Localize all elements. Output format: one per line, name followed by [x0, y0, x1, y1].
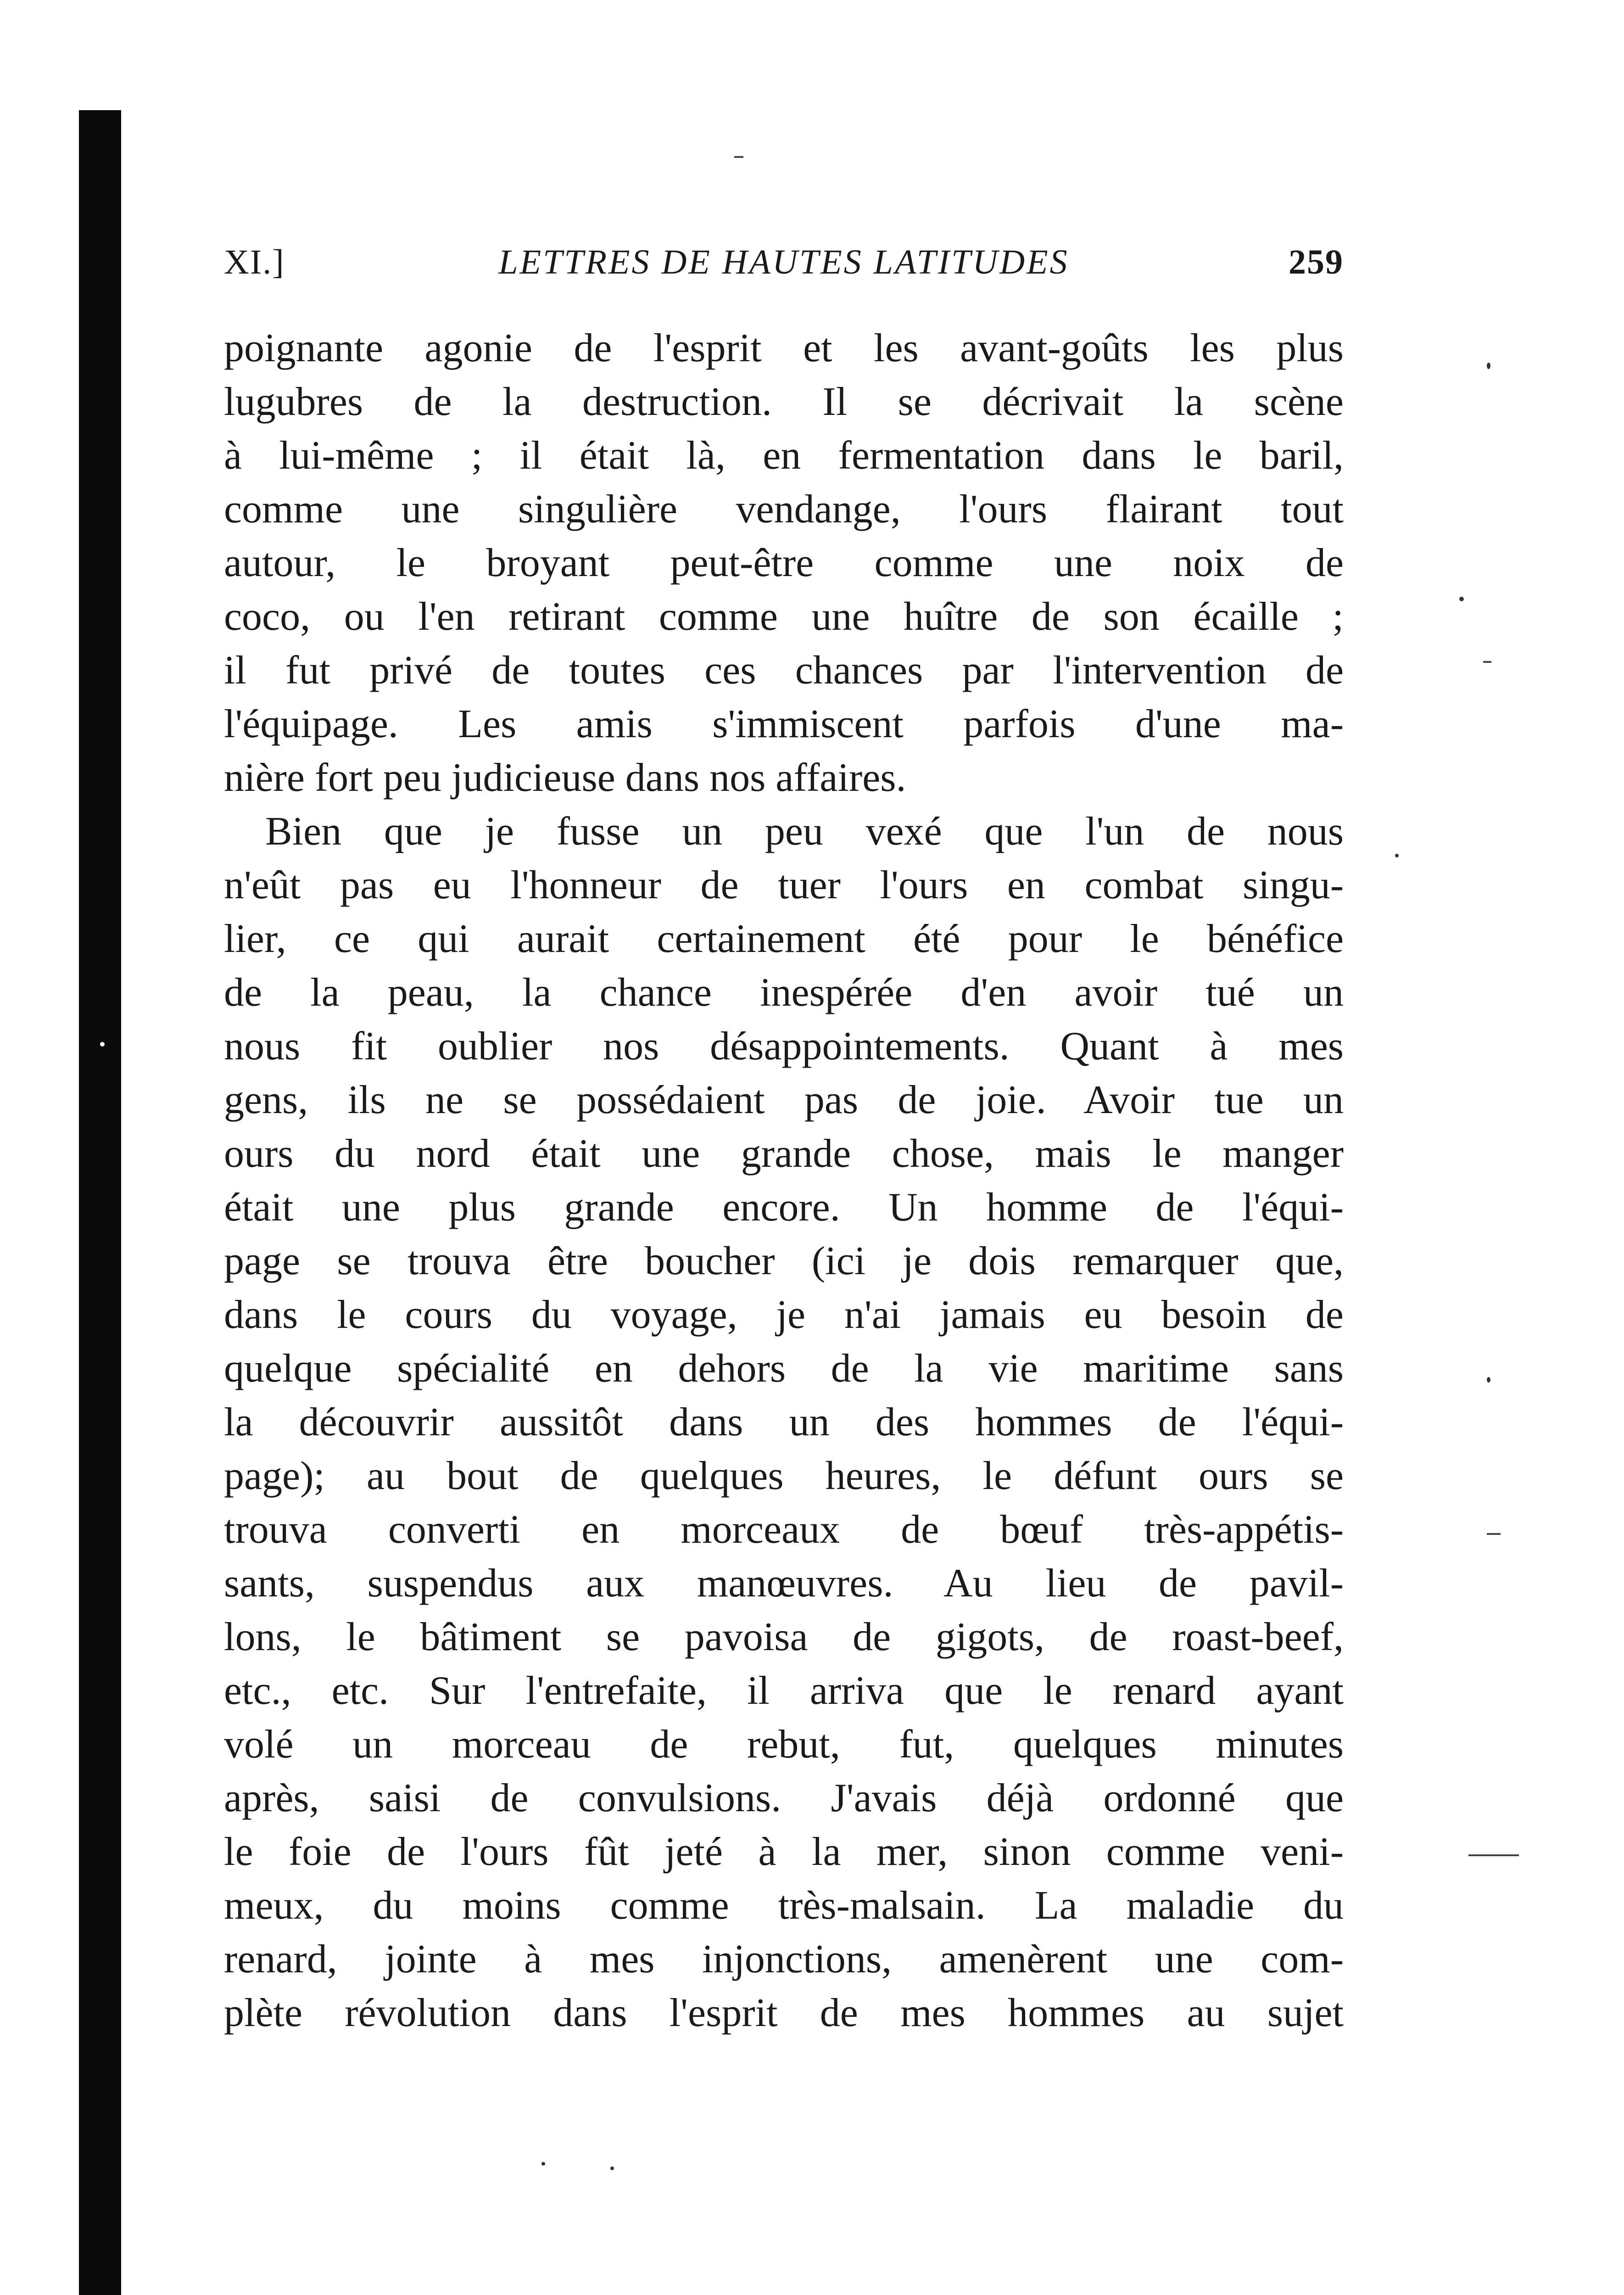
text-line: la découvrir aussitôt dans un des hommes de l'équi-: [224, 1400, 1344, 1444]
scan-artifact: [1395, 854, 1399, 857]
text-line: lier, ce qui aurait certainement été pour le bénéfice: [224, 917, 1344, 961]
text-line: coco, ou l'en retirant comme une huître de son écaille ;: [224, 594, 1344, 639]
page-number: 259: [1289, 243, 1344, 281]
binding-shadow: [79, 110, 121, 2295]
text-line: page se trouva être boucher (ici je dois remarquer que,: [224, 1239, 1344, 1283]
scan-artifact: [100, 1042, 105, 1047]
scan-artifact: [734, 156, 743, 158]
text-line: page); au bout de quelques heures, le défunt ours se: [224, 1454, 1344, 1498]
text-line: meux, du moins comme très-malsain. La maladie du: [224, 1883, 1344, 1928]
text-line: dans le cours du voyage, je n'ai jamais eu besoin de: [224, 1293, 1344, 1337]
text-line: il fut privé de toutes ces chances par l'intervention de: [224, 648, 1344, 693]
scan-artifact: [610, 2166, 614, 2170]
text-line: poignante agonie de l'esprit et les avant-goûts les plus: [224, 326, 1344, 370]
text-line: lugubres de la destruction. Il se décrivait la scène: [224, 380, 1344, 424]
text-line: à lui-même ; il était là, en fermentation dans le baril,: [224, 433, 1344, 478]
text-line: Bien que je fusse un peu vexé que l'un de nous: [265, 809, 1344, 854]
text-line: nous fit oublier nos désappointements. Quant à mes: [224, 1024, 1344, 1069]
scan-artifact: [1487, 1533, 1501, 1535]
running-title: LETTRES DE HAUTES LATITUDES: [498, 243, 1069, 281]
text-line: plète révolution dans l'esprit de mes hommes au sujet: [224, 1991, 1344, 2035]
text-line: nière fort peu judicieuse dans nos affaires.: [224, 756, 906, 800]
paragraph-1: [224, 321, 1344, 805]
text-line: lons, le bâtiment se pavoisa de gigots, de roast-beef,: [224, 1615, 1344, 1659]
scan-artifact: [1468, 1854, 1519, 1856]
text-line: renard, jointe à mes injonctions, amenèrent une com-: [224, 1937, 1344, 1982]
text-line: volé un morceau de rebut, fut, quelques minutes: [224, 1722, 1344, 1767]
scan-artifact: [1487, 1377, 1490, 1383]
text-line: gens, ils ne se possédaient pas de joie. Avoir tue un: [224, 1078, 1344, 1122]
text-line: de la peau, la chance inespérée d'en avoir tué un: [224, 970, 1344, 1015]
text-line: sants, suspendus aux manœuvres. Au lieu de pavil-: [224, 1561, 1344, 1606]
text-line: l'équipage. Les amis s'immiscent parfois d'une ma-: [224, 702, 1344, 746]
text-line: quelque spécialité en dehors de la vie maritime sans: [224, 1346, 1344, 1391]
text-line: était une plus grande encore. Un homme de l'équi-: [224, 1185, 1344, 1230]
scan-artifact: [1483, 661, 1491, 663]
text-line: après, saisi de convulsions. J'avais déjà ordonné que: [224, 1776, 1344, 1820]
text-line: le foie de l'ours fût jeté à la mer, sinon comme veni-: [224, 1830, 1344, 1874]
running-header: [224, 242, 1344, 293]
text-line: n'eût pas eu l'honneur de tuer l'ours en combat singu-: [224, 863, 1344, 907]
text-line: etc., etc. Sur l'entrefaite, il arriva que le renard ayant: [224, 1668, 1344, 1713]
text-line: ours du nord était une grande chose, mais le manger: [224, 1131, 1344, 1176]
chapter-number: XI.]: [224, 243, 285, 281]
scan-artifact: [1487, 363, 1490, 369]
text-line: autour, le broyant peut-être comme une noix de: [224, 541, 1344, 585]
text-line: trouva converti en morceaux de bœuf très-appétis-: [224, 1507, 1344, 1552]
text-line: comme une singulière vendange, l'ours flairant tout: [224, 487, 1344, 532]
scan-artifact: [541, 2162, 545, 2166]
page-body: [224, 321, 1344, 2040]
scan-artifact: [1459, 597, 1464, 601]
paragraph-2: [224, 805, 1344, 2040]
